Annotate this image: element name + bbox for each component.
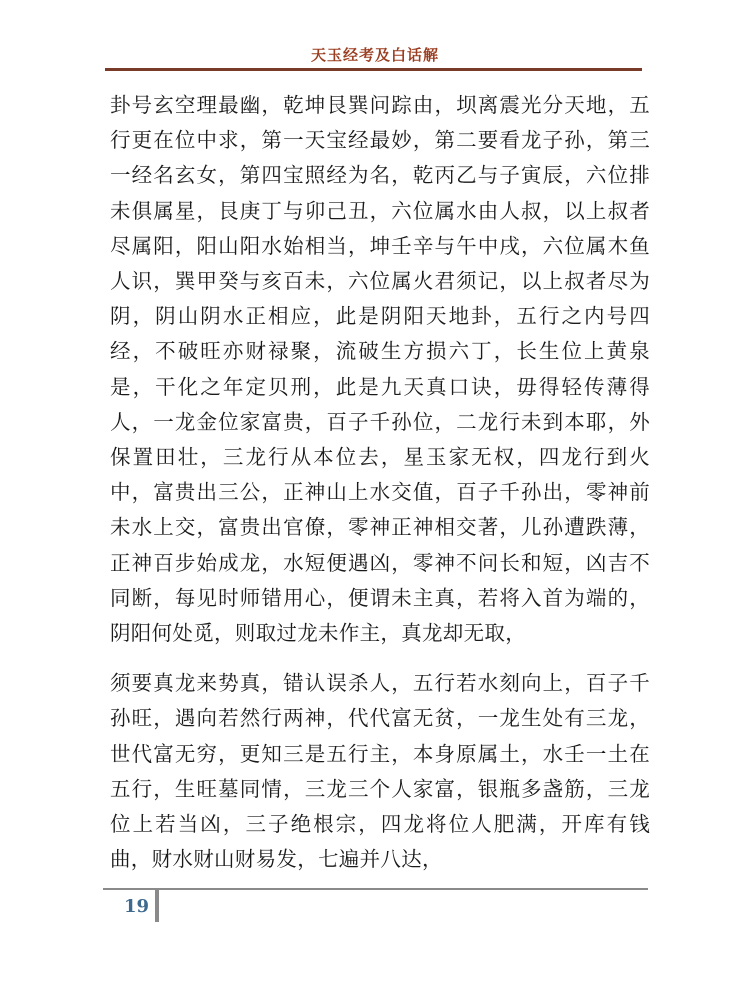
page-number: 19: [124, 896, 150, 917]
footer-vertical-bar: [155, 890, 159, 922]
page-body: [110, 88, 650, 877]
body-paragraph-2: 须要真龙来势真，错认误杀人，五行若水刻向上，百子千孙旺，遇向若然行两神，代代富无贫，一龙生处有三龙，世代富无穷，更知三是五行主，本身原属土，水壬一土在五行，生旺墓同情，三龙三个人家富，银瓶多盏筋，三龙位上若当凶，三子绝根宗，四龙将位人肥满，开库有钱曲，财水财山财易发，七遍并八达，: [110, 671, 650, 872]
body-paragraph-1: 卦号玄空理最幽，乾坤艮巽问踪由，坝离震光分天地，五行更在位中求，第一天宝经最妙，第二要看龙子孙，第三一经名玄女，第四宝照经为名，乾丙乙与子寅辰，六位排未俱属星，艮庚丁与卯己丑，六位属水由人叔，以上叔者尽属阳，阳山阳水始相当，坤壬辛与午中戌，六位属木鱼人识，巽甲癸与亥百未，六位属火君须记，以上叔者尽为阴，阴山阴水正相应，此是阴阳天地卦，五行之内号四经，不破旺亦财禄聚，流破生方损六丁，长生位上黄泉是，干化之年定贝刑，此是九天真口诀，毋得轻传薄得人，一龙金位家富贵，百子千孙位，二龙行未到本耶，外保置田壮，三龙行从本位去，星玉家无权，四龙行到火中，富贵出三公，正神山上水交值，百子千孙出，零神前未水上交，富贵出官僚，零神正神相交著，儿孙遭跌薄，正神百步始成龙，水短便遇凶，零神不问长和短，凶吉不同断，每见时师错用心，便谓未主真，若将入首为端的，阴阳何处觅，则取过龙未作主，真龙却无取，: [110, 93, 650, 646]
footer-divider: [103, 888, 648, 890]
running-header-title: 天玉经考及白话解: [310, 46, 439, 64]
header-divider: [105, 68, 642, 71]
